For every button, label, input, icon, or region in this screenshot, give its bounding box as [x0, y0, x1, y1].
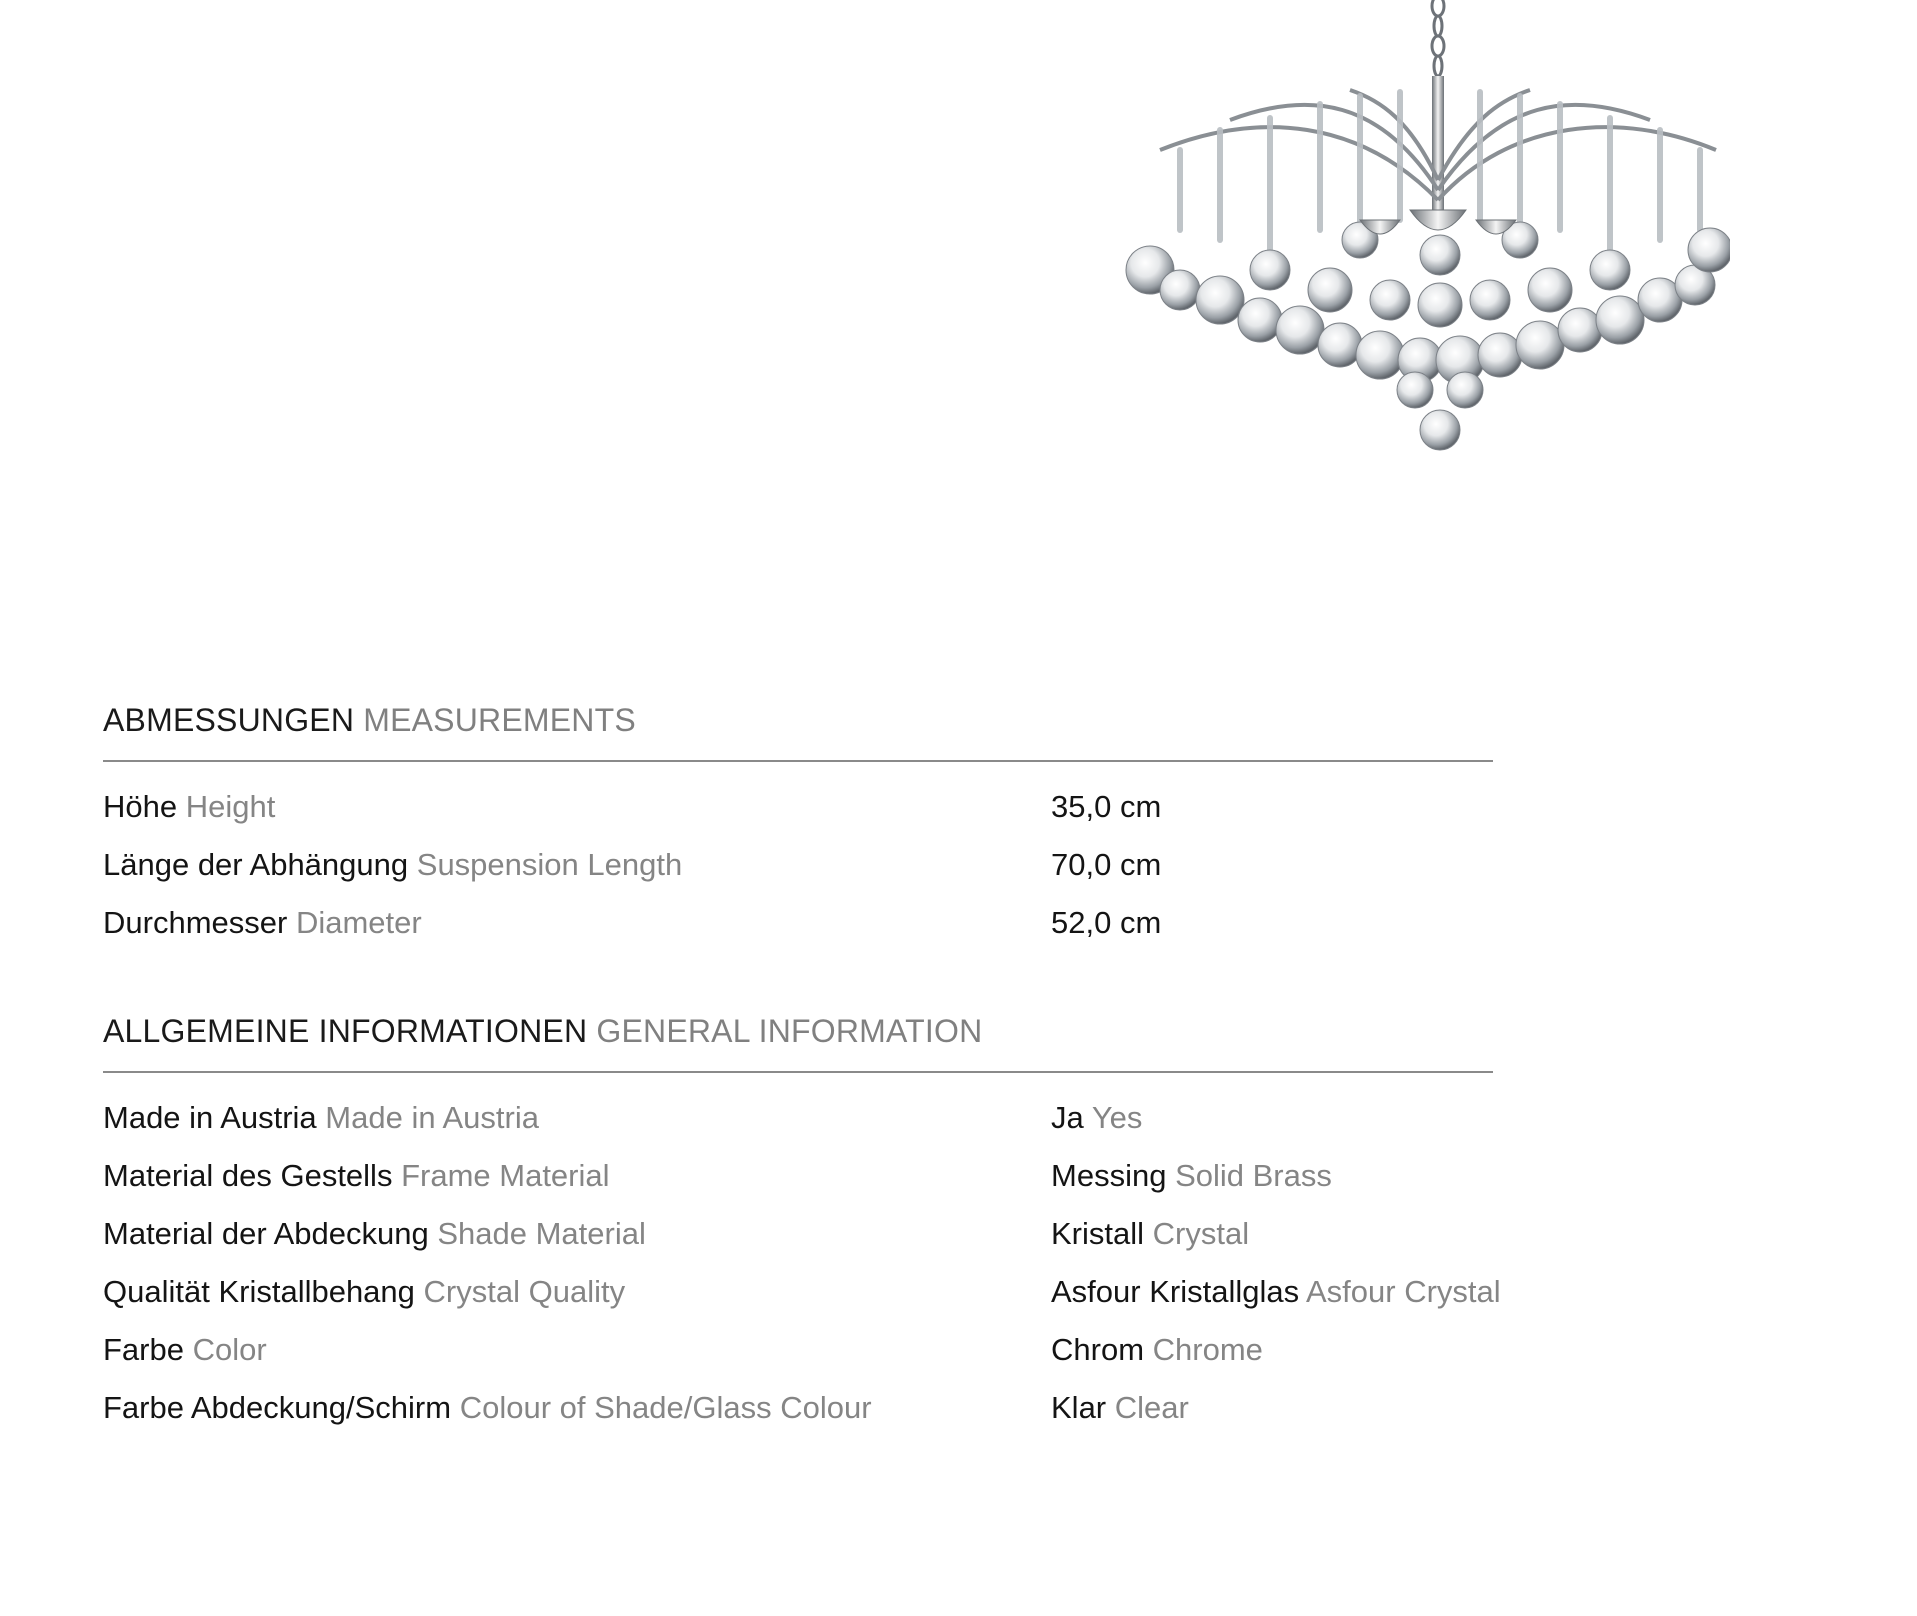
spec-label — [103, 1089, 539, 1147]
spec-label-en: Suspension Length — [416, 847, 683, 882]
spec-label — [103, 1321, 267, 1379]
spec-value — [1051, 1205, 1249, 1263]
section-title-de: ALLGEMEINE INFORMATIONEN — [103, 1013, 588, 1049]
spec-label-en: Made in Austria — [325, 1100, 539, 1135]
spec-label — [103, 1205, 646, 1263]
spec-value-en: Yes — [1091, 1100, 1143, 1135]
spec-value-de: Kristall — [1051, 1216, 1145, 1251]
spec-label-de: Made in Austria — [103, 1100, 317, 1135]
spec-label — [103, 1379, 872, 1437]
measurements-section-title — [103, 690, 1493, 750]
spec-label — [103, 894, 422, 952]
spec-row-height — [103, 778, 1493, 836]
spec-value: 70,0 cm — [1051, 847, 1162, 882]
spec-label — [103, 836, 682, 894]
spec-value-de: Ja — [1051, 1100, 1084, 1135]
spec-value-de: Messing — [1051, 1158, 1167, 1193]
measurements-section — [103, 690, 1493, 952]
spec-label-en: Crystal Quality — [423, 1274, 626, 1309]
spec-row-shade-material — [103, 1205, 1493, 1263]
spec-value — [1051, 1263, 1501, 1321]
section-title-en: MEASUREMENTS — [363, 702, 636, 738]
spec-value-de: Asfour Kristallglas — [1051, 1274, 1300, 1309]
general-section-title — [103, 1001, 1493, 1061]
spec-label-de: Länge der Abhängung — [103, 847, 409, 882]
spec-label-en: Shade Material — [437, 1216, 646, 1251]
spec-label-de: Qualität Kristallbehang — [103, 1274, 415, 1309]
spec-value — [1051, 1321, 1263, 1379]
spec-label-de: Durchmesser — [103, 905, 288, 940]
spec-label-en: Color — [192, 1332, 267, 1367]
section-divider — [103, 1071, 1493, 1073]
spec-row-shade-colour — [103, 1379, 1493, 1437]
spec-label-de: Material des Gestells — [103, 1158, 393, 1193]
spec-label-de: Höhe — [103, 789, 178, 824]
spec-row-suspension-length — [103, 836, 1493, 894]
spec-value-en: Chrome — [1152, 1332, 1263, 1367]
spec-value — [1051, 1147, 1332, 1205]
spec-label-de: Material der Abdeckung — [103, 1216, 429, 1251]
spec-value-en: Solid Brass — [1175, 1158, 1332, 1193]
spec-value-de: Chrom — [1051, 1332, 1145, 1367]
spec-value — [1051, 1379, 1189, 1437]
general-information-section — [103, 1001, 1501, 1437]
spec-row-made-in-austria — [103, 1089, 1493, 1147]
spec-label-en: Height — [185, 789, 276, 824]
section-divider — [103, 760, 1493, 762]
section-title-en: GENERAL INFORMATION — [596, 1013, 983, 1049]
spec-label-en: Colour of Shade/Glass Colour — [459, 1390, 872, 1425]
spec-label — [103, 1147, 610, 1205]
spec-value — [1051, 1089, 1142, 1147]
spec-value-de: Klar — [1051, 1390, 1107, 1425]
spec-value-en: Asfour Crystal — [1306, 1274, 1501, 1309]
section-title-de: ABMESSUNGEN — [103, 702, 355, 738]
spec-row-diameter — [103, 894, 1493, 952]
spec-label-de: Farbe — [103, 1332, 184, 1367]
spec-label-de: Farbe Abdeckung/Schirm — [103, 1390, 452, 1425]
spec-label — [103, 778, 275, 836]
spec-row-frame-material — [103, 1147, 1493, 1205]
spec-row-color — [103, 1321, 1493, 1379]
spec-label — [103, 1263, 625, 1321]
spec-label-en: Diameter — [295, 905, 422, 940]
spec-value-en: Clear — [1114, 1390, 1189, 1425]
chandelier-product-image — [1110, 0, 1730, 460]
spec-row-crystal-quality — [103, 1263, 1501, 1321]
spec-value: 35,0 cm — [1051, 789, 1162, 824]
spec-value-en: Crystal — [1152, 1216, 1250, 1251]
spec-label-en: Frame Material — [401, 1158, 610, 1193]
spec-value: 52,0 cm — [1051, 905, 1162, 940]
